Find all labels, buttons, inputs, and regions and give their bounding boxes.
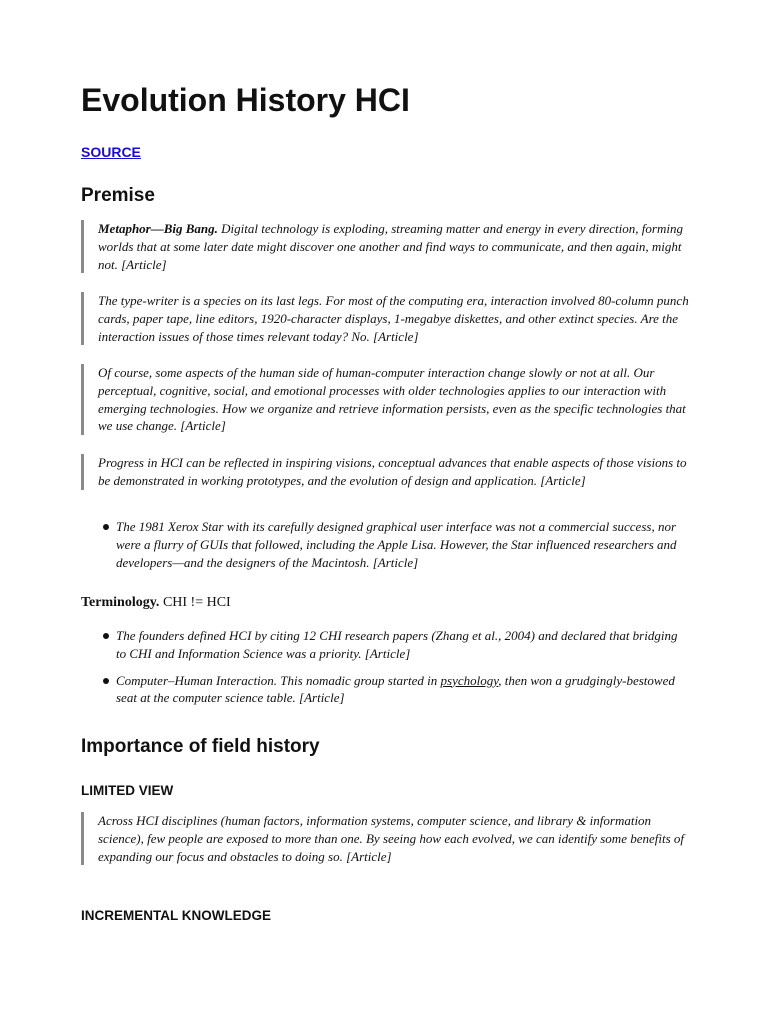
list-item: The founders defined HCI by citing 12 CHI research papers (Zhang et al., 2004) and declared that bridging to CHI and Information Science was a priority. [Article] xyxy=(81,627,681,663)
psychology-link[interactable]: psychology xyxy=(440,672,499,688)
terminology-line xyxy=(81,594,231,612)
page-title: Evolution History HCI xyxy=(81,82,410,118)
quote-type-writer xyxy=(81,292,691,345)
source-link[interactable]: SOURCE xyxy=(81,144,141,160)
list-item-text: Computer–Human Interaction. This nomadic group started in xyxy=(116,672,441,688)
list-item xyxy=(81,672,681,708)
quote-text: Across HCI disciplines (human factors, information systems, computer science, and library & information science), few people are exposed to more than one. By seeing how each evolved, we can identify some benefits of expanding our focus and obstacles to doing so. [Article] xyxy=(98,813,685,864)
list-item-text: , then won a grudgingly-bestowed seat at the computer science table. [Article] xyxy=(116,672,675,706)
quote-limited-view xyxy=(81,812,691,865)
quote-text: Of course, some aspects of the human side of human-computer interaction change slowly or not at all. Our perceptual, cognitive, social, and emotional processes with older technologies applies to our interaction with emerging technologies. How we organize and retrieve information persists, even as the specific technologies that we use change. [Article] xyxy=(98,365,686,434)
incremental-knowledge-heading: INCREMENTAL KNOWLEDGE xyxy=(81,908,271,923)
quote-big-bang xyxy=(81,220,691,273)
premise-heading: Premise xyxy=(81,185,155,206)
terminology-bullet-list xyxy=(81,627,681,716)
list-item: The 1981 Xerox Star with its carefully designed graphical user interface was not a commercial success, nor were a flurry of GUIs that followed, including the Apple Lisa. However, the Star influenced researchers and developers—and the designers of the Macintosh. [Article] xyxy=(81,518,681,571)
limited-view-heading: LIMITED VIEW xyxy=(81,783,174,798)
quote-text: The type-writer is a species on its last legs. For most of the computing era, interaction involved 80-column punch cards, paper tape, line editors, 1920-character displays, 1-megabye diskettes, and other extinct species. Are the interaction issues of those times relevant today? No. [Article] xyxy=(98,293,689,344)
quote-text: Digital technology is exploding, streaming matter and energy in every direction, forming worlds that at some later date might discover one another and find ways to communicate, and then again, might not. [Article] xyxy=(98,221,683,272)
quote-lead: Metaphor—Big Bang. xyxy=(98,221,218,236)
quote-text: Progress in HCI can be reflected in inspiring visions, conceptual advances that enable aspects of those visions to be demonstrated in working prototypes, and the evolution of design and application. [Article] xyxy=(98,455,687,488)
importance-heading: Importance of field history xyxy=(81,736,320,757)
premise-bullet-list xyxy=(81,518,681,580)
terminology-label: Terminology. xyxy=(81,595,160,610)
quote-human-side xyxy=(81,364,691,435)
terminology-text: CHI != HCI xyxy=(159,595,231,610)
quote-progress xyxy=(81,454,691,490)
